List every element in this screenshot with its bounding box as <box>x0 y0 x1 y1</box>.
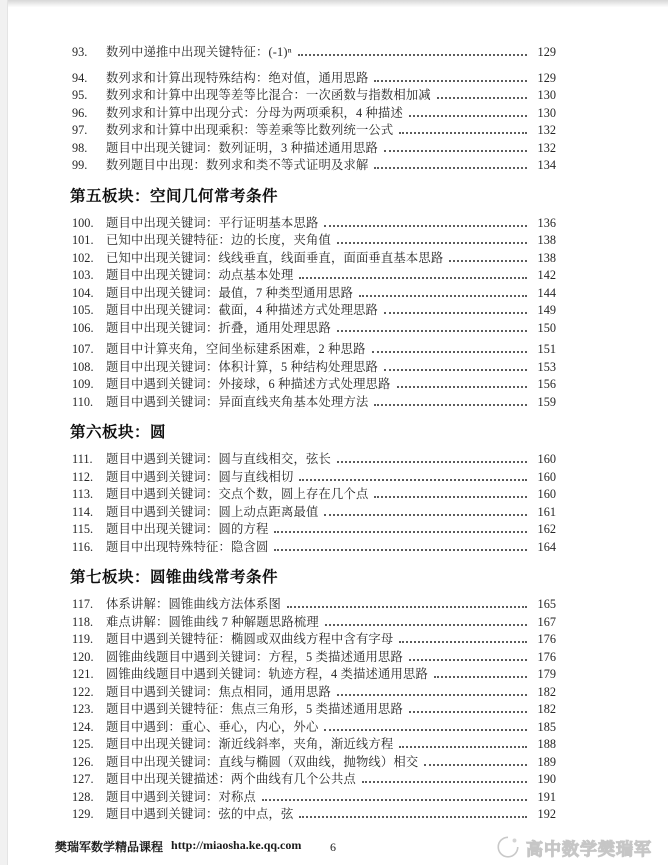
toc-entry-page: 130 <box>537 105 556 120</box>
toc-entry-page: 132 <box>537 123 556 137</box>
toc-entry <box>72 539 556 557</box>
toc-entry-page: 129 <box>537 70 556 85</box>
toc-entry-number: 126. <box>72 754 94 769</box>
toc-entry-title: 圆锥曲线题目中遇到关键词：轨迹方程，4 类描述通用思路 <box>106 667 429 681</box>
toc-entry-number: 118. <box>72 614 94 629</box>
toc-entry <box>72 771 556 789</box>
section-title: 第七板块：圆锥曲线常考条件 <box>70 569 279 586</box>
dot-leader <box>434 676 527 678</box>
toc-entry-title: 数列求和计算中出现等差等比混合：一次函数与指数相加减 <box>106 88 431 102</box>
dot-leader <box>337 330 527 332</box>
toc-entry <box>72 70 556 88</box>
dot-leader <box>399 132 527 134</box>
toc-entry <box>72 504 556 522</box>
toc-entry-page: 182 <box>537 684 556 699</box>
dot-leader <box>325 624 527 626</box>
dot-leader <box>374 496 527 498</box>
toc-entry-page: 188 <box>537 737 556 751</box>
toc-entry <box>72 250 556 268</box>
toc-entry-page: 161 <box>537 504 556 519</box>
toc-entry <box>72 285 556 303</box>
toc-entry <box>72 631 556 649</box>
toc-entry-page: 164 <box>537 539 556 554</box>
toc-entry-title: 题目中遇到关键词：焦点相同，通用思路 <box>106 684 331 699</box>
toc-entry <box>72 684 556 702</box>
toc-entry <box>72 140 556 158</box>
toc-entry-title: 题目中出现关键词：最值，7 种类型通用思路 <box>106 285 354 300</box>
toc-entry <box>72 232 556 250</box>
toc-entry-title: 数列中递推中出现关键特征：(-1)ⁿ <box>106 45 292 59</box>
toc-entry-number: 107. <box>72 342 94 356</box>
toc-entry <box>72 157 556 175</box>
toc-entry-number: 98. <box>72 140 88 155</box>
toc-entry-page: 176 <box>537 649 556 664</box>
toc-entry-number: 125. <box>72 737 94 751</box>
toc-entry-page: 136 <box>537 215 556 230</box>
toc-entry-page: 132 <box>537 140 556 155</box>
toc-entry-title: 数列求和计算中出现分式：分母为两项乘积，4 种描述 <box>106 105 404 120</box>
toc-entry-title: 题目中遇到关键特征：椭圆或双曲线方程中含有字母 <box>106 632 394 646</box>
toc-entry-number: 101. <box>72 233 94 247</box>
dot-leader <box>372 351 527 353</box>
toc-entry-number: 97. <box>72 123 88 137</box>
toc-entry-number: 110. <box>72 394 94 409</box>
toc-entry-number: 124. <box>72 719 94 734</box>
toc-entry-title: 已知中出现关键特征：边的长度，夹角值 <box>106 233 331 247</box>
toc-entry <box>72 614 556 632</box>
toc-entry-page: 185 <box>537 719 556 734</box>
table-of-contents <box>72 44 556 824</box>
toc-entry <box>72 754 556 772</box>
dot-leader <box>324 225 527 227</box>
toc-entry <box>72 105 556 123</box>
toc-entry-page: 160 <box>537 452 556 466</box>
toc-entry-title: 题目中遇到关键词：弦的中点，弦 <box>106 807 294 821</box>
toc-entry-number: 112. <box>72 469 94 484</box>
toc-entry-number: 108. <box>72 359 94 374</box>
toc-entry-title: 题目中遇到关键词：异面直线夹角基本处理方法 <box>106 394 369 409</box>
toc-entry-title: 题目中出现关键词：数列证明，3 种描述通用思路 <box>106 140 379 155</box>
dot-leader <box>374 404 527 406</box>
toc-entry-page: 138 <box>537 233 556 247</box>
toc-entry <box>72 394 556 412</box>
toc-entry-number: 102. <box>72 250 94 265</box>
toc-entry-page: 182 <box>537 702 556 716</box>
toc-entry-page: 165 <box>537 597 556 611</box>
footer-course-name: 樊瑞军数学精品课程 <box>55 840 164 854</box>
toc-entry-number: 115. <box>72 522 94 536</box>
toc-entry-page: 160 <box>537 469 556 484</box>
toc-entry <box>72 341 556 359</box>
dot-leader <box>424 764 527 766</box>
toc-entry-page: 179 <box>537 667 556 681</box>
toc-entry-number: 116. <box>72 539 94 554</box>
toc-entry <box>72 215 556 233</box>
toc-entry <box>72 359 556 377</box>
toc-entry-page: 192 <box>537 807 556 821</box>
toc-entry-title: 题目中出现关键词：动点基本处理 <box>106 268 294 282</box>
toc-entry-title: 题目中计算夹角，空间坐标建系困难，2 种思路 <box>106 342 366 356</box>
toc-entry-title: 体系讲解：圆锥曲线方法体系图 <box>106 597 281 611</box>
toc-entry-number: 117. <box>72 597 94 611</box>
toc-entry <box>72 719 556 737</box>
toc-entry-title: 题目中遇到：重心、垂心，内心，外心 <box>106 719 319 734</box>
toc-entry-title: 题目中出现特殊特征：隐含圆 <box>106 539 269 554</box>
toc-entry-number: 103. <box>72 268 94 282</box>
dot-leader <box>384 312 527 314</box>
toc-entry <box>72 701 556 719</box>
dot-leader <box>374 167 527 169</box>
dot-leader <box>437 97 527 99</box>
toc-entry-title: 题目中遇到关键词：圆与直线相切 <box>106 469 294 484</box>
dot-leader <box>299 277 527 279</box>
toc-entry <box>72 649 556 667</box>
dot-leader <box>384 369 527 371</box>
footer-url: http://miaosha.ke.qq.com <box>171 838 302 852</box>
watermark-text: 高中数学樊瑞军 <box>526 839 652 859</box>
toc-entry-number: 128. <box>72 789 94 804</box>
dot-leader <box>262 799 527 801</box>
toc-entry <box>72 44 556 62</box>
toc-entry-title: 题目中遇到关键词：对称点 <box>106 789 256 804</box>
page-left-margin <box>0 0 8 865</box>
toc-entry-number: 94. <box>72 70 88 85</box>
watermark-logo-icon <box>495 834 521 860</box>
dot-leader <box>384 150 527 152</box>
toc-entry <box>72 267 556 285</box>
toc-entry-page: 129 <box>537 45 556 59</box>
toc-entry-title: 题目中出现关键词：圆的方程 <box>106 522 269 536</box>
dot-leader <box>274 549 527 551</box>
dot-leader <box>324 514 527 516</box>
toc-entry-title: 题目中出现关键词：渐近线斜率，夹角，渐近线方程 <box>106 737 394 751</box>
dot-leader <box>299 816 527 818</box>
toc-entry-number: 111. <box>72 452 93 466</box>
section-title: 第五板块：空间几何常考条件 <box>70 187 279 205</box>
toc-entry-number: 119. <box>72 632 94 646</box>
toc-entry-page: 176 <box>537 632 556 646</box>
toc-entry-number: 113. <box>72 487 94 501</box>
toc-entry-number: 105. <box>72 303 94 317</box>
toc-entry-number: 104. <box>72 285 94 300</box>
toc-entry-title: 题目中遇到关键词：外接球，6 种描述方式处理思路 <box>106 377 391 391</box>
toc-entry <box>72 789 556 807</box>
toc-entry-page: 167 <box>537 614 556 629</box>
toc-entry-page: 138 <box>537 250 556 265</box>
toc-entry-page: 150 <box>537 320 556 335</box>
toc-entry-number: 114. <box>72 504 94 519</box>
dot-leader <box>409 659 527 661</box>
dot-leader <box>337 461 527 463</box>
toc-entry-page: 151 <box>537 342 556 356</box>
toc-entry-page: 153 <box>537 359 556 374</box>
toc-entry-title: 题目中遇到关键特征：焦点三角形，5 类描述通用思路 <box>106 702 404 716</box>
toc-entry-title: 题目中出现关键词：截面，4 种描述方式处理思路 <box>106 303 379 317</box>
toc-entry-title: 数列求和计算中出现乘积：等差乘等比数列统一公式 <box>106 123 394 137</box>
dot-leader <box>374 80 527 82</box>
toc-entry-number: 109. <box>72 377 94 391</box>
toc-entry <box>72 87 556 105</box>
toc-entry-title: 题目中出现关键描述：两个曲线有几个公共点 <box>106 772 356 786</box>
dot-leader <box>409 711 527 713</box>
dot-leader <box>298 54 527 56</box>
toc-entry-number: 93. <box>72 45 88 59</box>
page-top-shadow <box>0 0 668 7</box>
toc-entry <box>72 302 556 320</box>
toc-entry-title: 数列求和计算出现特殊结构：绝对值，通用思路 <box>106 70 369 85</box>
dot-leader <box>337 242 527 244</box>
toc-entry-page: 142 <box>537 268 556 282</box>
toc-entry-page: 189 <box>537 754 556 769</box>
footer <box>55 838 301 855</box>
dot-leader <box>274 531 527 533</box>
toc-entry-page: 134 <box>537 158 556 172</box>
footer-page-number: 6 <box>330 840 336 854</box>
toc-entry-number: 99. <box>72 158 88 172</box>
toc-entry <box>72 320 556 338</box>
dot-leader <box>337 694 527 696</box>
toc-entry-page: 190 <box>537 772 556 786</box>
toc-entry <box>72 451 556 469</box>
toc-entry-number: 129. <box>72 807 94 821</box>
dot-leader <box>362 781 527 783</box>
toc-entry-title: 圆锥曲线题目中遇到关键词：方程，5 类描述通用思路 <box>106 649 404 664</box>
toc-entry-number: 96. <box>72 105 88 120</box>
toc-entry <box>72 666 556 684</box>
toc-entry-title: 难点讲解：圆锥曲线 7 种解题思路梳理 <box>106 614 319 629</box>
toc-entry <box>72 122 556 140</box>
toc-entry-page: 156 <box>537 377 556 391</box>
toc-entry-number: 123. <box>72 702 94 716</box>
toc-entry-number: 120. <box>72 649 94 664</box>
toc-entry-title: 数列题目中出现：数列求和类不等式证明及求解 <box>106 158 369 172</box>
dot-leader <box>287 606 527 608</box>
dot-leader <box>409 115 527 117</box>
toc-entry-title: 题目中出现关键词：平行证明基本思路 <box>106 215 319 230</box>
toc-entry <box>72 806 556 824</box>
toc-entry-number: 122. <box>72 684 94 699</box>
toc-entry-title: 题目中遇到关键词：交点个数，圆上存在几个点 <box>106 487 369 501</box>
toc-entry-title: 题目中出现关键词：折叠，通用处理思路 <box>106 320 331 335</box>
toc-entry-page: 144 <box>537 285 556 300</box>
toc-entry <box>72 736 556 754</box>
toc-entry-page: 160 <box>537 487 556 501</box>
dot-leader <box>324 729 527 731</box>
dot-leader <box>299 479 527 481</box>
toc-entry-title: 已知中出现关键词：线线垂直，线面垂直，面面垂直基本思路 <box>106 250 444 265</box>
toc-entry-title: 题目中遇到关键词：圆与直线相交，弦长 <box>106 452 331 466</box>
toc-entry-number: 121. <box>72 667 94 681</box>
dot-leader <box>397 386 527 388</box>
toc-entry-page: 130 <box>537 88 556 102</box>
toc-entry-page: 149 <box>537 303 556 317</box>
toc-entry-page: 159 <box>537 394 556 409</box>
toc-entry-title: 题目中出现关键词：直线与椭圆（双曲线，抛物线）相交 <box>106 754 419 769</box>
toc-entry-number: 127. <box>72 772 94 786</box>
toc-entry <box>72 486 556 504</box>
toc-entry-number: 95. <box>72 88 88 102</box>
dot-leader <box>359 295 527 297</box>
section-title: 第六板块：圆 <box>70 424 167 441</box>
toc-entry-page: 191 <box>537 789 556 804</box>
dot-leader <box>399 641 527 643</box>
toc-entry-number: 100. <box>72 215 94 230</box>
toc-entry-title: 题目中出现关键词：体积计算，5 种结构处理思路 <box>106 359 379 374</box>
toc-entry <box>72 469 556 487</box>
watermark <box>495 834 652 860</box>
toc-entry-title: 题目中遇到关键词：圆上动点距离最值 <box>106 504 319 519</box>
toc-entry-page: 162 <box>537 522 556 536</box>
dot-leader <box>449 260 527 262</box>
dot-leader <box>399 746 527 748</box>
toc-entry <box>72 596 556 614</box>
toc-entry-number: 106. <box>72 320 94 335</box>
toc-entry <box>72 376 556 394</box>
toc-entry <box>72 521 556 539</box>
